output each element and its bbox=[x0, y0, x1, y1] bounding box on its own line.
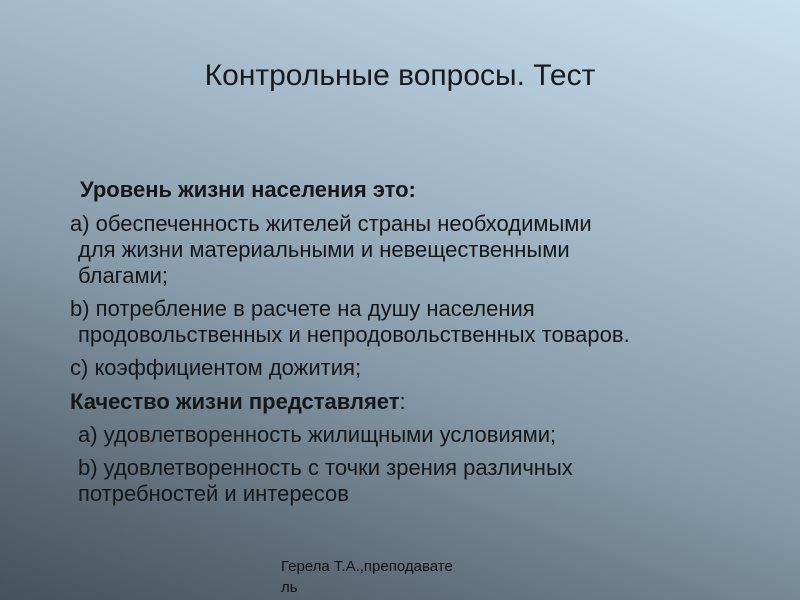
slide-title: Контрольные вопросы. Тест bbox=[204, 59, 596, 92]
question-1-option-a-line-2: для жизни материальными и невещественными bbox=[78, 237, 570, 262]
question-1-option-a-line-1: a) обеспеченность жителей страны необходимыми bbox=[70, 211, 592, 236]
question-1-heading: Уровень жизни населения это: bbox=[80, 177, 416, 202]
question-1-option-c: с) коэффициентом дожития; bbox=[70, 355, 362, 380]
question-1-option-b-line-1: b) потребление в расчете на душу населения bbox=[70, 296, 535, 321]
footer-line-1: Герела Т.А.,преподавате bbox=[281, 558, 453, 575]
footer-line-2: ль bbox=[281, 579, 298, 596]
slide-footer bbox=[281, 556, 453, 598]
question-2-heading bbox=[70, 390, 406, 414]
question-2-option-a: a) удовлетворенность жилищными условиями; bbox=[78, 422, 557, 447]
question-2-heading-text: Качество жизни представляет bbox=[70, 389, 400, 414]
question-2-option-b-line-2: потребностей и интересов bbox=[78, 481, 349, 506]
question-2-option-b-line-1: b) удовлетворенность с точки зрения различных bbox=[78, 455, 573, 480]
question-1-option-a-line-3: благами; bbox=[78, 263, 168, 288]
question-2-heading-colon: : bbox=[399, 389, 406, 414]
question-1-option-b-line-2: продовольственных и непродовольственных товаров. bbox=[78, 322, 630, 347]
